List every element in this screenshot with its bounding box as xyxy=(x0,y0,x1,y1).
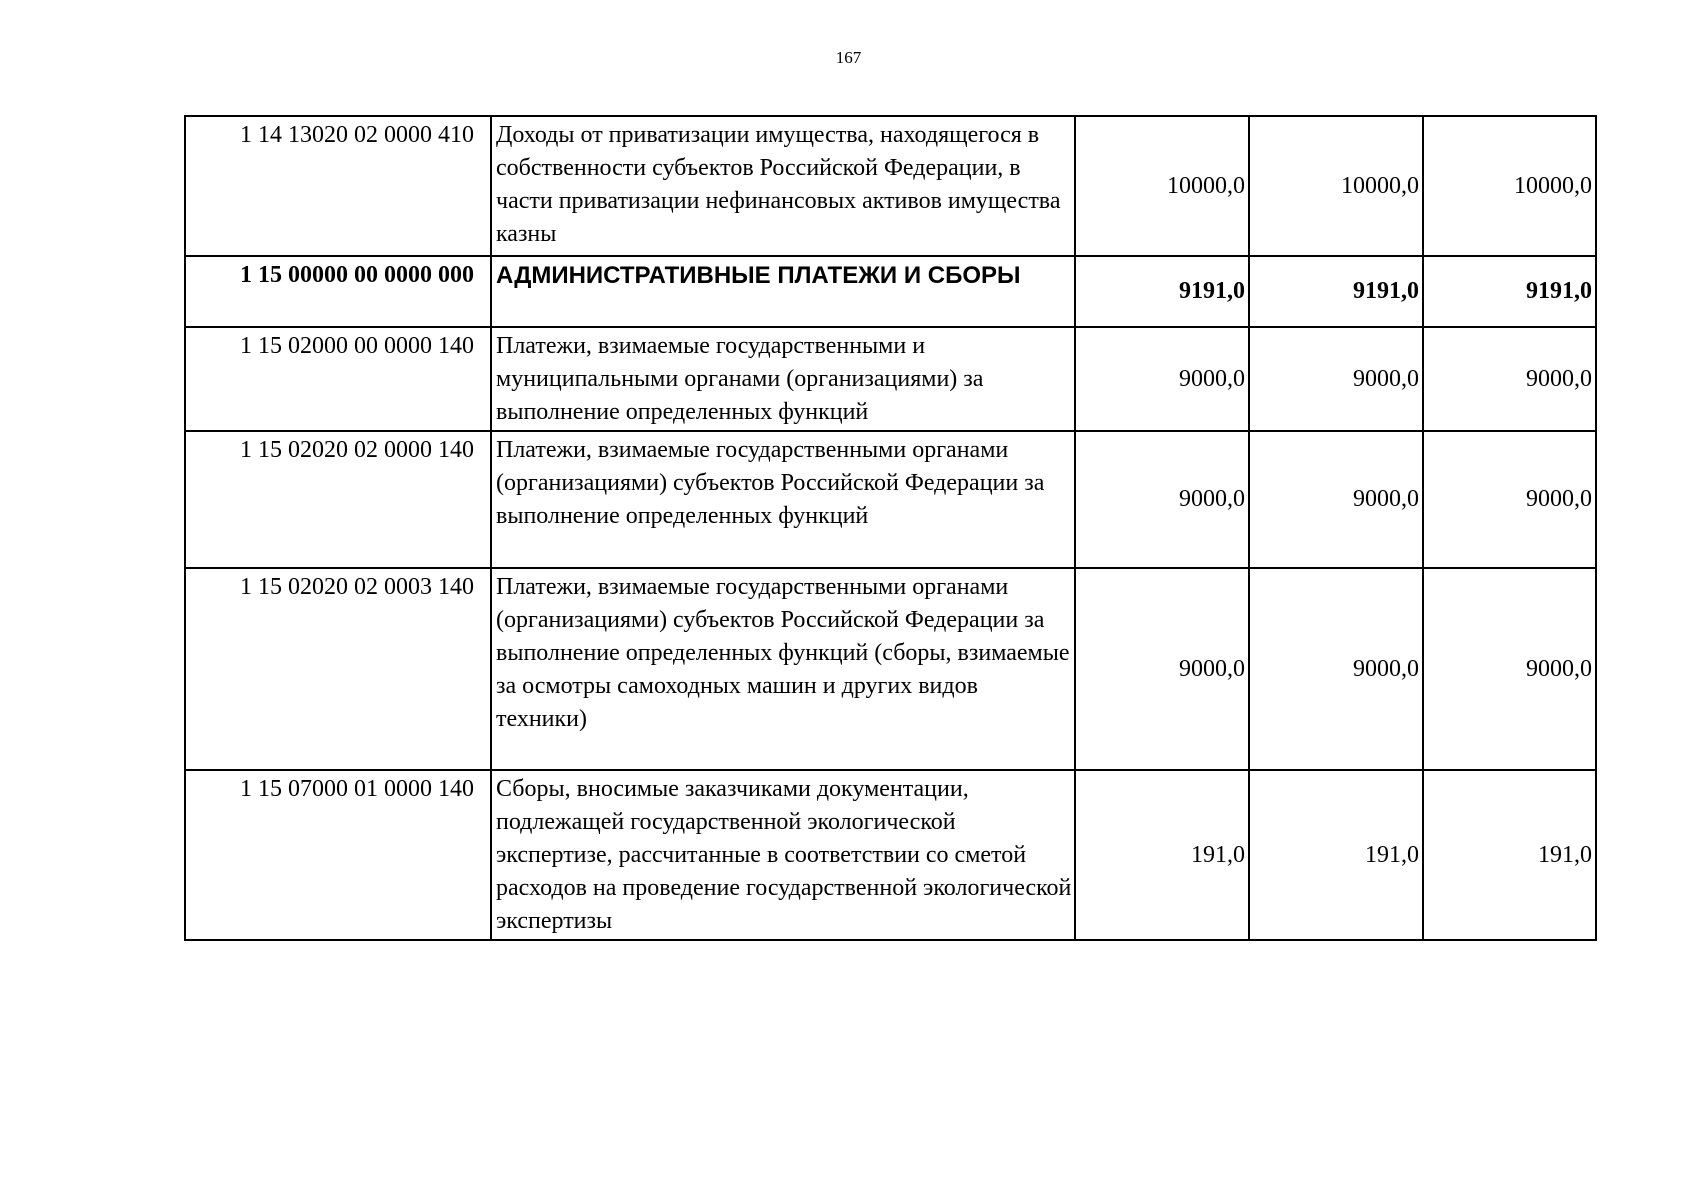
value-cell-year-1: 191,0 xyxy=(1075,770,1249,940)
budget-code-cell: 1 15 02020 02 0003 140 xyxy=(185,568,491,770)
value-cell-year-3: 9000,0 xyxy=(1423,431,1596,568)
value-cell-year-2: 10000,0 xyxy=(1249,116,1423,256)
value-cell-year-2: 9000,0 xyxy=(1249,327,1423,431)
value-cell-year-1: 10000,0 xyxy=(1075,116,1249,256)
value-cell-year-3: 9000,0 xyxy=(1423,568,1596,770)
value-cell-year-2: 9191,0 xyxy=(1249,256,1423,327)
value-cell-year-3: 191,0 xyxy=(1423,770,1596,940)
budget-code-cell: 1 15 07000 01 0000 140 xyxy=(185,770,491,940)
budget-code-cell: 1 14 13020 02 0000 410 xyxy=(185,116,491,256)
page-number: 167 xyxy=(835,48,862,67)
budget-revenue-table xyxy=(184,115,1597,941)
value-cell-year-2: 9000,0 xyxy=(1249,431,1423,568)
description-cell: Сборы, вносимые заказчиками документации, подлежащей государственной экологической экспертизе, рассчитанные в соответствии со сметой расходов на проведение государственной экологической экспертизы xyxy=(491,770,1075,940)
table-row xyxy=(185,431,1596,568)
value-cell-year-1: 9000,0 xyxy=(1075,431,1249,568)
value-cell-year-1: 9000,0 xyxy=(1075,327,1249,431)
budget-code-cell: 1 15 02020 02 0000 140 xyxy=(185,431,491,568)
budget-code-cell: 1 15 00000 00 0000 000 xyxy=(185,256,491,327)
value-cell-year-2: 9000,0 xyxy=(1249,568,1423,770)
value-cell-year-1: 9000,0 xyxy=(1075,568,1249,770)
description-cell: Платежи, взимаемые государственными и муниципальными органами (организациями) за выполнение определенных функций xyxy=(491,327,1075,431)
description-cell: Платежи, взимаемые государственными органами (организациями) субъектов Российской Федерации за выполнение определенных функций (сборы, взимаемые за осмотры самоходных машин и других видов техники) xyxy=(491,568,1075,770)
value-cell-year-2: 191,0 xyxy=(1249,770,1423,940)
value-cell-year-3: 10000,0 xyxy=(1423,116,1596,256)
table-row-section-total xyxy=(185,256,1596,327)
description-cell: Доходы от приватизации имущества, находящегося в собственности субъектов Российской Федерации, в части приватизации нефинансовых активов имущества казны xyxy=(491,116,1075,256)
description-cell: АДМИНИСТРАТИВНЫЕ ПЛАТЕЖИ И СБОРЫ xyxy=(491,256,1075,327)
value-cell-year-3: 9191,0 xyxy=(1423,256,1596,327)
value-cell-year-3: 9000,0 xyxy=(1423,327,1596,431)
table-row xyxy=(185,116,1596,256)
description-cell: Платежи, взимаемые государственными органами (организациями) субъектов Российской Федерации за выполнение определенных функций xyxy=(491,431,1075,568)
table-row xyxy=(185,568,1596,770)
value-cell-year-1: 9191,0 xyxy=(1075,256,1249,327)
budget-code-cell: 1 15 02000 00 0000 140 xyxy=(185,327,491,431)
table-row xyxy=(185,770,1596,940)
table-row xyxy=(185,327,1596,431)
